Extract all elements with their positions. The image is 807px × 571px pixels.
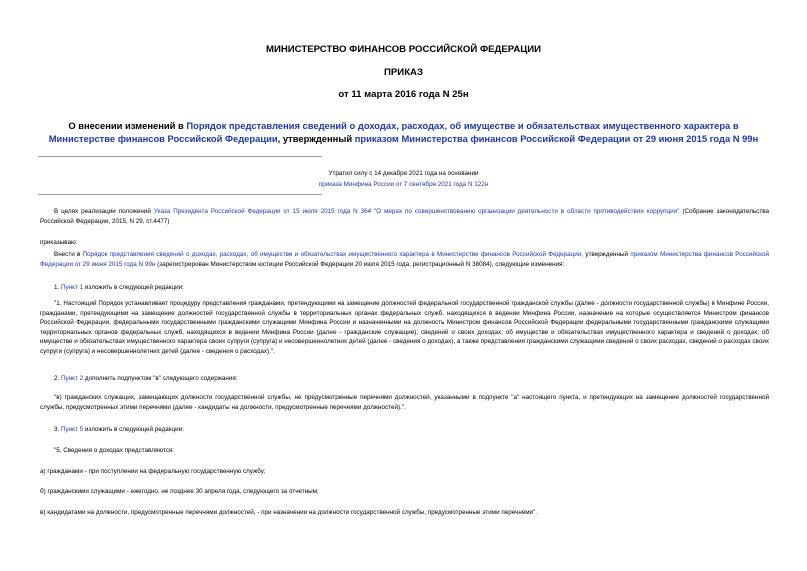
item-3-text: "5. Сведения о доходах представляются: [54, 447, 175, 454]
amend-text-c: (зарегистрирован Министерством юстиции Российской Федерации 20 июля 2015 года, регистрационный N 38084), следующие изменения: [155, 260, 565, 268]
item-3-link[interactable]: Пункт 5 [61, 426, 84, 433]
status-note-line: Утратил силу с 14 декабря 2021 года на основании [328, 170, 479, 177]
item-3-heading [40, 425, 769, 435]
status-note-link-wrap [0, 179, 807, 190]
document-date-number: от 11 марта 2016 года N 25н [338, 89, 469, 100]
item-3-rest: изложить в следующей редакции: [83, 426, 184, 433]
ministry-heading: МИНИСТЕРСТВО ФИНАНСОВ РОССИЙСКОЙ ФЕДЕРАЦИИ [265, 44, 542, 55]
intro-text-a: В целях реализации положений [54, 208, 154, 215]
divider-top [38, 156, 322, 157]
amend-text-a: Внести в [54, 251, 83, 258]
item-2-text: "в) гражданских служащих, замещающих должности государственной службы, не предусмотренные перечнями должностей, указанными в подпункте "а" настоящего пункта, и претендующих на замещение должностей государственной службы, предусмотренных этими перечнями (далее - кандидаты на должности, предусмотренные перечнями должностей).". [40, 394, 769, 411]
amend-text-b: , утвержденный [581, 251, 631, 258]
amendment-paragraph [40, 250, 769, 269]
orders-word: приказываю: [40, 239, 78, 246]
item-1-rest: изложить в следующей редакции: [83, 284, 184, 291]
item-3-sub-a: а) гражданами - при поступлении на федеральную государственную службу; [40, 468, 266, 475]
item-1-number: 1. [54, 284, 62, 291]
item-3-sub-b: б) гражданскими служащими - ежегодно, не позднее 30 апреля года, следующего за отчетным; [40, 488, 319, 495]
intro-text-b: (Собрание законодательства Российской Федерации, 2015, N 29, ст.4477) [40, 208, 769, 225]
intro-paragraph [40, 207, 769, 226]
amend-procedure-link[interactable]: Порядок представления сведений о доходах, расходах, об имуществе и обязательствах имущественного характера в Министерстве финансов Российской Федерации [82, 251, 582, 258]
item-3-number: 3. [54, 426, 62, 433]
subject-order-link[interactable]: приказом Министерства финансов Российской Федерации от 29 июня 2015 года N 99н [354, 133, 759, 144]
item-3-sub-c: в) кандидатами на должности, предусмотренные перечнями должностей, - при назначении на должности государственной службы, предусмотренные этими перечнями". [40, 509, 538, 516]
presidential-decree-link[interactable]: Указа Президента Российской Федерации от 15 июля 2015 года N 364 "О мерах по совершенствованию организации деятельности в области противодействия коррупции" [153, 208, 680, 215]
repeal-order-link[interactable]: приказа Минфина России от 7 сентября 2021 года N 122н [318, 181, 489, 188]
item-2-heading [40, 374, 769, 384]
subject-prefix: О внесении изменений в [68, 120, 187, 131]
item-2-number: 2. [54, 375, 62, 382]
item-2-link[interactable]: Пункт 2 [61, 375, 84, 382]
document-subject [40, 119, 767, 145]
item-1-link[interactable]: Пункт 1 [61, 284, 84, 291]
amend-order-link[interactable]: приказом Министерства финансов Российской Федерации от 29 июня 2015 года N 99н [40, 251, 770, 268]
document-type-heading: ПРИКАЗ [384, 67, 423, 78]
subject-procedure-link[interactable]: Порядок представления сведений о доходах, расходах, об имуществе и обязательствах имущественного характера в Министерстве финансов Российской Федерации [48, 120, 739, 144]
subject-middle: , утвержденный [277, 133, 355, 144]
divider-bottom [38, 194, 322, 195]
item-1-heading [40, 283, 769, 293]
item-2-rest: дополнить подпунктом "в" следующего содержания: [83, 375, 238, 382]
item-1-text: "1. Настоящий Порядок устанавливает процедуру представления гражданами, претендующими на замещение должностей федеральной государственной гражданской службы (далее - должности государственной службы) в Минфине России, гражданами, претендующими на замещение должностей государственной службы в территориальных органах федеральных служб, находящихся в ведении Минфина России, назначение на которые осуществляется Министром финансов Российской Федерации, федеральными государственными гражданскими служащими Минфина России и назначенными на должность Министром финансов Российской Федерации федеральными государственными гражданскими служащими территориальных органов федеральных служб, находящихся в ведении Минфина России (далее - гражданские служащие), сведений о своих доходах, об имуществе и обязательствах имущественного характера и сведений о доходах, об имуществе и обязательствах имущественного характера своих супруги (супруга) и несовершеннолетних детей (далее - сведения о доходах), а также представления гражданскими служащими сведений о своих расходах, сведений о расходах своих супруги (супруга) и несовершеннолетних детей (далее - сведения о расходах).". [40, 300, 769, 355]
